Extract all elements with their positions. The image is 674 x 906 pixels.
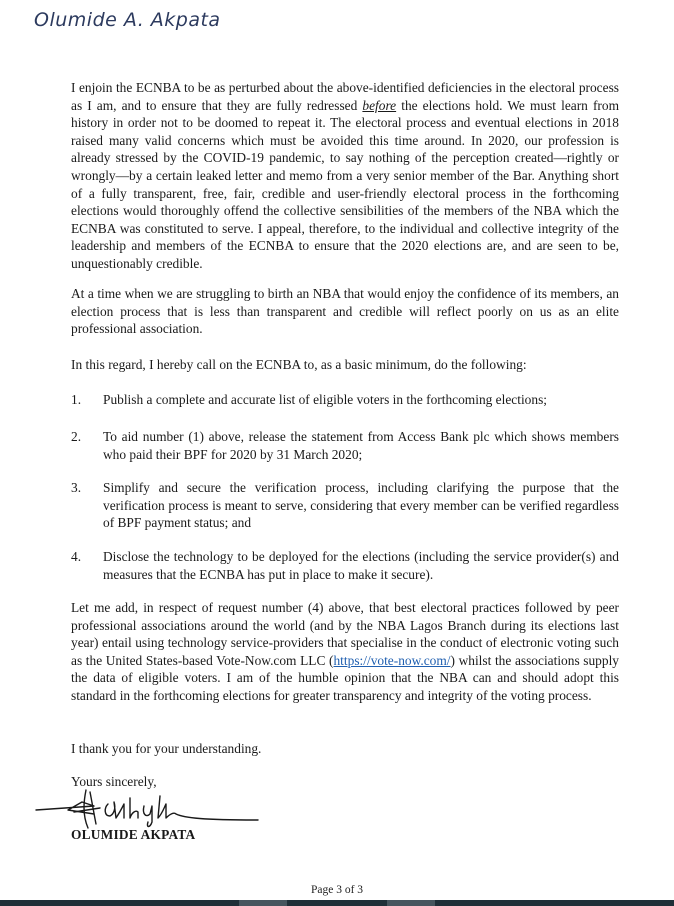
paragraph-text: the elections hold. We must learn from history in order not to be doomed to repeat it. The electoral process and eventual elections in 2018 raised many valid concerns which must be avoided this time around. In 2020, our profession is already stressed by the COVID-19 pandemic, to say nothing of the perception created—rightly or wrongly—by a certain leaked letter and memo from a very senior member of the Bar. Anything short of a fully transparent, free, fair, credible and user-friendly electoral process in the forthcoming elections would thoroughly offend the collective sensibilities of the members of the NBA which the ECNBA was constituted to serve. I appeal, therefore, to the individual and collective integrity of the leadership and members of the ECNBA to ensure that the 2020 elections are, and are seen to be, unquestionably credible. xyxy=(71,97,619,271)
list-number: 1. xyxy=(71,392,82,407)
list-text: Publish a complete and accurate list of eligible voters in the forthcoming elections; xyxy=(103,392,547,407)
paragraph-text: Let me add, in respect of request number (4) above, that best electoral practices followed by peer professional associations around the world (and by the NBA Lagos Branch during its elections last year) entail using technology service-providers that specialise in the conduct of electronic voting such as the United States-based Vote-Now.com LLC ( xyxy=(71,600,619,668)
vote-now-link[interactable]: https://vote-now.com/ xyxy=(333,652,451,668)
bottom-bar-segment xyxy=(387,900,435,906)
paragraph-enjoin-ecnba xyxy=(71,79,619,273)
paragraph-text: I thank you for your understanding. xyxy=(71,741,262,756)
page-number: Page 3 of 3 xyxy=(310,884,364,896)
list-text: Simplify and secure the verification process, including clarifying the purpose that the verification process is meant to serve, considering that every member can be verified regardless of BPF payment status; and xyxy=(103,480,619,531)
list-number: 3. xyxy=(71,480,82,495)
paragraph-best-practices xyxy=(71,599,619,705)
paragraph-call-on-ecnba xyxy=(71,356,619,374)
bottom-bar xyxy=(0,900,674,906)
request-list-item xyxy=(71,428,619,463)
paragraph-birth-nba xyxy=(71,285,619,338)
list-text: To aid number (1) above, release the statement from Access Bank plc which shows members who paid their BPF for 2020 by 31 March 2020; xyxy=(103,429,619,462)
paragraph-text: In this regard, I hereby call on the ECNBA to, as a basic minimum, do the following: xyxy=(71,357,527,372)
signatory-name: OLUMIDE AKPATA xyxy=(71,827,196,842)
emphasis-before: before xyxy=(362,97,397,113)
letterhead-name: Olumide A. Akpata xyxy=(34,9,221,31)
request-list-item xyxy=(71,391,619,409)
request-list-item xyxy=(71,548,619,583)
list-text: Disclose the technology to be deployed for the elections (including the service provider(s) and measures that the ECNBA has put in place to make it secure). xyxy=(103,549,619,582)
paragraph-thanks xyxy=(71,740,619,758)
list-number: 2. xyxy=(71,429,82,444)
paragraph-text: At a time when we are struggling to birth an NBA that would enjoy the confidence of its members, an election process that is less than transparent and credible will reflect poorly on us as an elite professional association. xyxy=(71,286,619,337)
bottom-bar-segment xyxy=(239,900,287,906)
paragraph-text: I enjoin the ECNBA to be as perturbed about the above-identified deficiencies in the electoral process as I am, and to ensure that they are fully redressed xyxy=(71,80,619,113)
paragraph-text: ) whilst the associations supply the data of eligible voters. I am of the humble opinion that the NBA can and should adopt this standard in the forthcoming elections for greater transparency and integrity of the voting process. xyxy=(71,652,619,703)
request-list-item xyxy=(71,479,619,532)
list-number: 4. xyxy=(71,549,82,564)
closing-salutation: Yours sincerely, xyxy=(71,774,157,789)
